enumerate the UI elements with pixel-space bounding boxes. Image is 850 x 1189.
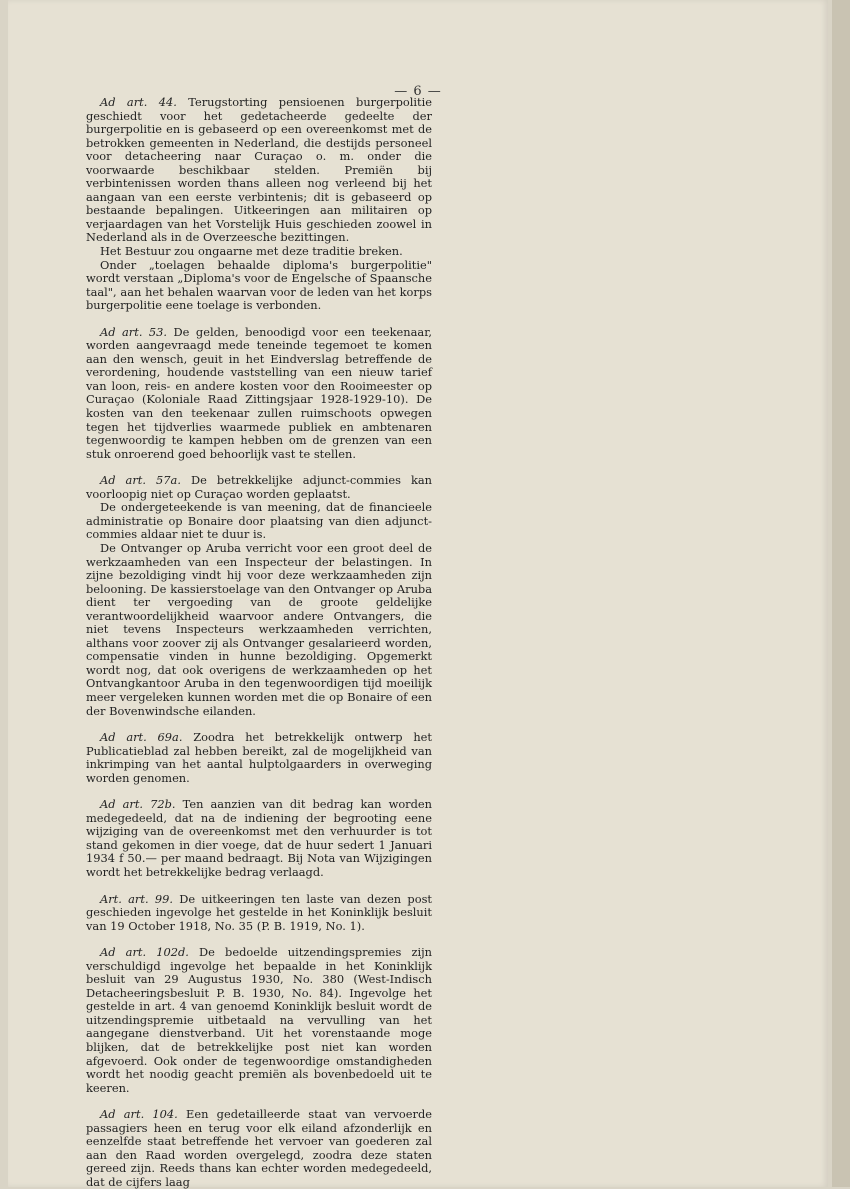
paragraph-text: Terugstorting pensioenen burgerpolitie geschiedt voor het gedetacheerde gedeelte der burgerpolitie en is gebaseerd op een overeenkomst met de betrokken gemeenten in Nederland, die destijds personeel voor detacheering naar Curaçao o. m. onder die voorwaarde beschikbaar stelden. Premiën bij verbintenissen worden thans alleen nog verleend bij het aangaan van een eerste verbintenis; dit is gebaseerd op bestaande bepalingen. Uitkeeringen aan militairen op verjaardagen van het Vorstelijk Huis geschieden zoowel in Nederland als in de Overzeesche bezittingen. [86,95,432,245]
paragraph-text: Ten aanzien van dit bedrag kan worden medegedeeld, dat na de indiening der begrooting eene wijziging van de overeenkomst met den verhuurder is tot stand gekomen in dier voege, dat de huur sedert 1 Januari 1934 f 50.— per maand bedraagt. Bij Nota van Wijzigingen wordt het betrekkelijke bedrag verlaagd. [86,797,432,879]
paragraph [86,474,432,501]
article-ref: Ad art. 53. [100,324,168,339]
section-art-53 [86,326,432,461]
paragraph-text: Onder „toelagen behaalde diploma's burgerpolitie" wordt verstaan „Diploma's voor de Engelsche of Spaansche taal", aan het behalen waarvan voor de leden van het korps burgerpolitie eene toelage is verbonden. [86,257,432,313]
paragraph [86,946,432,1095]
article-ref: Ad art. 102d. [100,945,189,960]
paragraph [86,501,432,542]
section-art-99 [86,893,432,934]
document-page [8,0,828,1187]
article-ref: Ad art. 44. [100,95,177,109]
article-ref: Art. art. 99. [100,891,173,906]
article-ref: Ad art. 104. [100,1107,178,1122]
page-edge [832,0,850,1187]
page-number: — 6 — [394,84,442,99]
section-art-102d [86,946,432,1095]
body-text [86,96,432,1189]
paragraph [86,798,432,879]
paragraph-text: De Ontvanger op Aruba verricht voor een groot deel de werkzaamheden van een Inspecteur der belastingen. In zijne bezoldiging vindt hij voor deze werkzaamheden zijn belooning. De kassierstoelage van den Ontvanger op Aruba dient ter vergoeding van de groote geldelijke verantwoordelijkheid waarvoor andere Ontvangers, die niet tevens Inspecteurs werkzaamheden verrichten, althans voor zoover zij als Ontvanger gesalarieerd worden, compensatie vinden in hunne bezoldiging. Opgemerkt wordt nog, dat ook overigens de werkzaamheden op het Ontvangkantoor Aruba in den tegenwoordigen tijd moeilijk meer vergeleken kunnen worden met die op Bonaire of een der Bovenwindsche eilanden. [86,540,432,718]
paragraph-text: De gelden, benoodigd voor een teekenaar, worden aangevraagd mede teneinde tegemoet te komen aan den wensch, geuit in het Eindverslag betreffende de verordening, houdende vaststelling van een nieuw tarief van loon, reis- en andere kosten voor den Rooimeester op Curaçao (Koloniale Raad Zittingsjaar 1928-1929-10). De kosten van den teekenaar zullen ruimschoots opwegen tegen het tijdverlies waarmede publiek en ambtenaren tegenwoordig te kampen hebben om de grenzen van een stuk onroerend goed behoorlijk vast te stellen. [86,324,433,461]
paragraph [86,259,432,313]
paragraph [86,1108,432,1189]
paragraph [86,96,432,245]
paragraph [86,245,432,259]
paragraph [86,326,432,461]
paragraph-text: De bedoelde uitzendingspremies zijn verschuldigd ingevolge het bepaalde in het Koninklijk besluit van 29 Augustus 1930, No. 380 (West-Indisch Detacheeringsbesluit P. B. 1930, No. 84). Ingevolge het gestelde in art. 4 van genoemd Koninklijk besluit wordt de uitzendingspremie uitbetaald na vervulling van het aangegane dienstverband. Uit het vorenstaande moge blijken, dat de betrekkelijke post niet kan worden afgevoerd. Ook onder de tegenwoordige omstandigheden wordt het noodig geacht premiën als bovenbedoeld uit te keeren. [86,945,432,1095]
paragraph [86,893,432,934]
section-art-44 [86,96,432,313]
paragraph [86,542,432,718]
paragraph-text: Een gedetailleerde staat van vervoerde passagiers heen en terug voor elk eiland afzonderlijk en eenzelfde staat betreffende het vervoer van goederen zal aan den Raad worden overgelegd, zoodra deze staten gereed zijn. Reeds thans kan echter worden medegedeeld, dat de cijfers laag [86,1107,432,1189]
paragraph [86,731,432,785]
section-art-57a [86,474,432,718]
paragraph-text: Zoodra het betrekkelijk ontwerp het Publicatieblad zal hebben bereikt, zal de mogelijkheid van inkrimping van het aantal hulptolgaarders in overweging worden genomen. [86,730,432,785]
paragraph-text: Het Bestuur zou ongaarne met deze traditie breken. [100,244,403,259]
article-ref: Ad art. 72b. [100,797,176,812]
article-ref: Ad art. 57a. [100,473,181,488]
paragraph-text: De ondergeteekende is van meening, dat de financieele administratie op Bonaire door plaatsing van dien adjunct-commies aldaar niet te duur is. [86,500,432,542]
paragraph-text: De uitkeeringen ten laste van dezen post geschieden ingevolge het gestelde in het Koninklijk besluit van 19 October 1918, No. 35 (P. B. 1919, No. 1). [86,891,432,933]
section-art-69a [86,731,432,785]
section-art-104 [86,1108,432,1189]
section-art-72b [86,798,432,879]
paragraph-text: De betrekkelijke adjunct-commies kan voorloopig niet op Curaçao worden geplaatst. [86,473,432,501]
article-ref: Ad art. 69a. [100,730,183,745]
